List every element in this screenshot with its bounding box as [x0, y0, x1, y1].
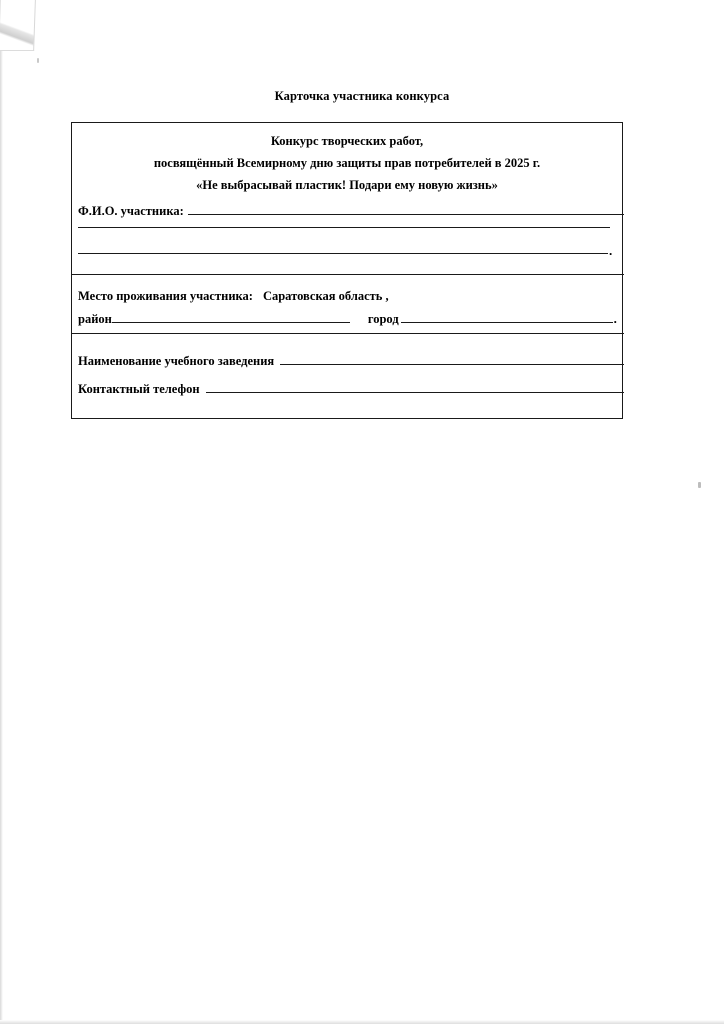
- fio-input-line-2[interactable]: [78, 227, 610, 228]
- residence-row: [72, 287, 624, 305]
- heading-line-3: «Не выбрасывай пластик! Подари ему новую жизнь»: [196, 178, 498, 192]
- phone-input-line[interactable]: [206, 379, 624, 393]
- card-divider-2: [72, 333, 624, 334]
- district-city-row: [72, 309, 624, 327]
- heading-line-1: Конкурс творческих работ,: [270, 134, 424, 148]
- card-divider-1: [72, 274, 624, 275]
- participant-card: [71, 122, 623, 419]
- page-corner-fold: [0, 0, 36, 51]
- scan-speck: [37, 58, 39, 63]
- city-end-mark: .: [613, 311, 617, 326]
- city-input-line[interactable]: [401, 309, 613, 323]
- school-label: Наименование учебного заведения: [78, 354, 275, 368]
- fio-label: Ф.И.О. участника:: [78, 204, 184, 218]
- fio-input-line[interactable]: [188, 201, 624, 215]
- school-input-line[interactable]: [280, 351, 624, 365]
- card-heading: [72, 123, 622, 196]
- page-title: Карточка участника конкурса: [274, 89, 450, 103]
- residence-region: Саратовская область ,: [262, 289, 389, 303]
- phone-label: Контактный телефон: [78, 382, 200, 396]
- scan-speck: [698, 482, 701, 488]
- heading-line-2: посвящённый Всемирному дню защиты прав потребителей в 2025 г.: [153, 156, 541, 170]
- district-label: район: [78, 312, 112, 326]
- district-input-line[interactable]: [112, 309, 350, 323]
- fio-input-line-3[interactable]: [78, 253, 608, 254]
- fio-end-mark: .: [609, 243, 613, 258]
- school-row: [72, 351, 624, 369]
- scan-edge-left: [0, 0, 3, 1024]
- scan-edge-bottom: [0, 1020, 724, 1024]
- residence-label: Место проживания участника:: [78, 289, 253, 303]
- fio-row: [72, 201, 624, 219]
- city-label: город: [367, 312, 399, 326]
- phone-row: [72, 379, 624, 397]
